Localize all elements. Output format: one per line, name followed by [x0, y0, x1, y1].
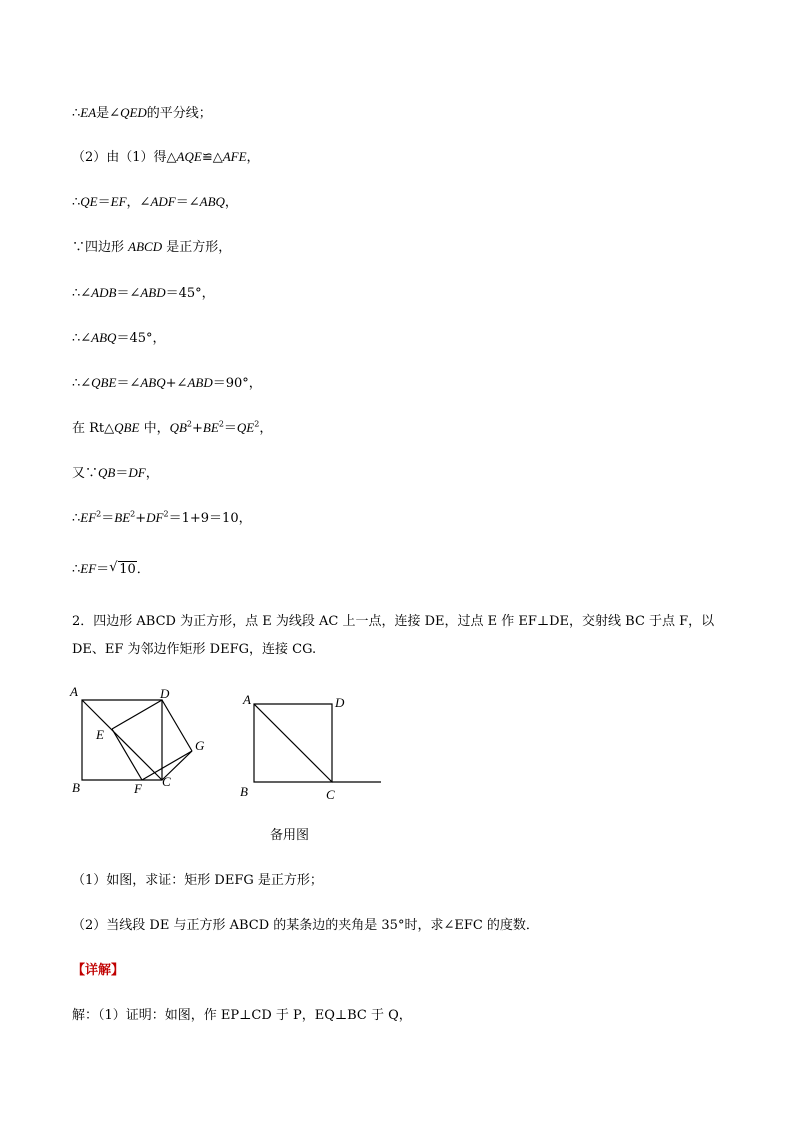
question-2: （2）当线段 DE 与正方形 ABCD 的某条边的夹角是 35°时，求∠EFC 的度数． [72, 918, 539, 933]
segment-dg [162, 700, 192, 751]
detail-heading: 【详解】 [72, 963, 125, 978]
line-3: ∴QE＝EF，∠ADF＝∠ABQ， [72, 194, 238, 210]
figure-backup [236, 688, 386, 806]
label-b: B [72, 780, 80, 795]
line-9: 又∵QB＝DF， [72, 465, 159, 481]
sqrt-10: √ 10 [109, 560, 136, 577]
diagonal-ac [82, 700, 162, 780]
line-11: ∴EF＝ √ 10． [72, 560, 150, 577]
figure-main [60, 682, 220, 802]
label-g: G [195, 738, 205, 753]
line-2: （2）由（1）得△AQE≌△AFE， [72, 149, 260, 165]
line-10: $\therefore EF^2=BE^2+DF^2=1+9=10$， [72, 509, 252, 526]
line-7: ∴∠QBE＝∠ABQ+∠ABD＝90°， [72, 375, 262, 391]
label-a-backup: A [243, 692, 251, 707]
diagonal-ac-backup [254, 704, 332, 782]
line-6: ∴∠ABQ＝45°， [72, 330, 166, 346]
figure-caption: 备用图 [270, 828, 310, 843]
line-8: 在 Rt△QBE 中，$QB^2+BE^2=QE^2$， [72, 419, 273, 436]
label-c-backup: C [326, 787, 335, 802]
line-1: ∴EA是∠QED的平分线； [72, 105, 212, 121]
label-f: F [134, 781, 142, 796]
problem-2-statement: 2．四边形 ABCD 为正方形，点 E 为线段 AC 上一点，连接 DE，过点 E 作 EF⊥DE，交射线 BC 于点 F，以 DE、EF 为邻边作矩形 DEFG，连接 CG. [72, 614, 715, 657]
label-d-backup: D [335, 695, 345, 710]
line-4: ∵四边形 ABCD 是正方形， [72, 239, 232, 255]
label-a: A [70, 684, 78, 699]
label-b-backup: B [240, 784, 248, 799]
line-5: ∴∠ADB＝∠ABD＝45°， [72, 285, 215, 301]
question-1: （1）如图，求证：矩形 DEFG 是正方形； [72, 873, 323, 888]
label-d: D [160, 686, 170, 701]
label-c: C [162, 774, 171, 789]
solution-line: 解：（1）证明：如图，作 EP⊥CD 于 P，EQ⊥BC 于 Q， [72, 1008, 412, 1023]
label-e: E [96, 727, 104, 742]
segment-ef [112, 729, 142, 780]
segment-de [112, 700, 162, 729]
